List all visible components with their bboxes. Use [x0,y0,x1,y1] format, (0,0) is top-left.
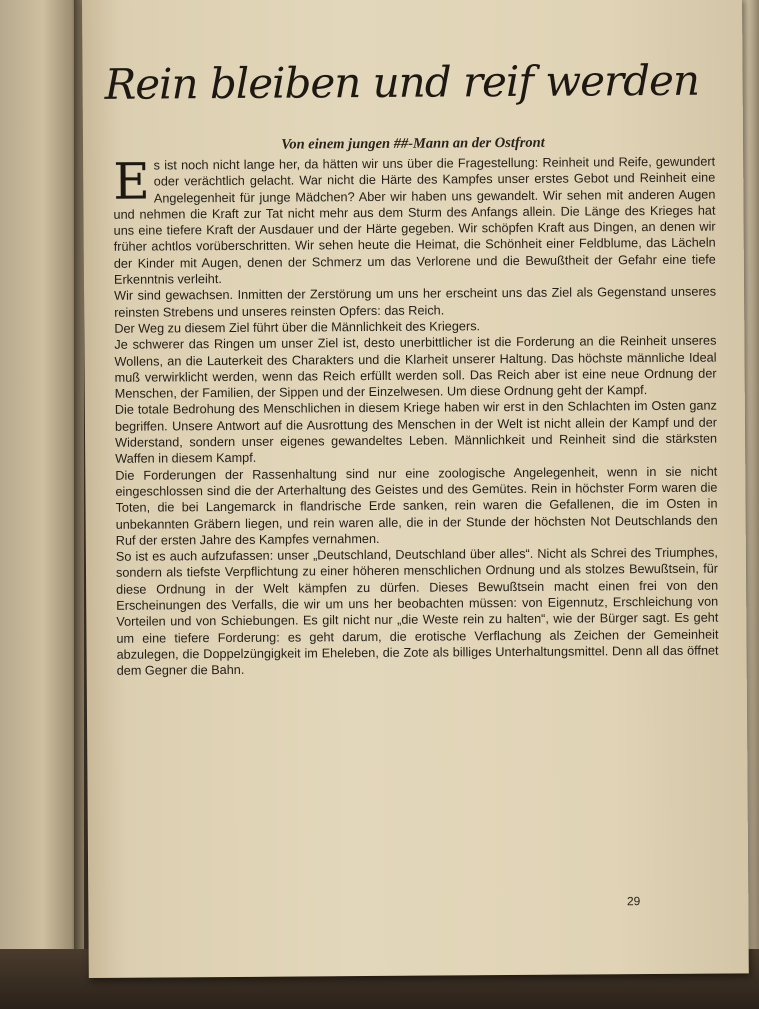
paragraph-7: So ist es auch aufzufassen: unser „Deutschland, Deutschland über alles“. Nicht als Schrei des Triumphes, sondern als tiefste Verpflichtung zu einer höheren menschlichen Ordnung und als stolzes Bewußtsein, für diese Ordnung in der Welt kämpfen zu dürfen. Dieses Bewußtsein macht einen frei von den Erscheinungen des Verfalls, die wir um uns her beobachten müssen: von Eigennutz, Erschleichung von Vorteilen und von Schiebungen. Es gilt nicht nur „die Weste rein zu halten“, wie der Bürger sagt. Es geht um eine tiefere Forderung: es geht darum, die erotische Verflachung als Zeichen der Gemeinheit abzulegen, die Doppelzüngigkeit im Eheleben, die Zote als billiges Unterhaltungsmittel. Denn all das öffnet dem Gegner die Bahn. [115,545,719,678]
paragraph-4: Je schwerer das Ringen um unser Ziel ist, desto unerbittlicher ist die Forderung an die Reinheit unseres Wollens, an die Lauterkeit des Charakters und die Klarheit unserer Haltung. Das höchste männliche Ideal muß verwirklicht werden, wenn das Reich erfüllt werden soll. Das Reich aber ist eine neue Ordnung der Menschen, der Familien, der Sippen und der Einzelwesen. Um diese Ordnung geht der Kampf. [114,333,717,401]
page-number: 29 [626,894,641,909]
article-title: Rein bleiben und reif werden [104,55,700,109]
paragraph-1 [113,154,716,289]
paragraph-2: Wir sind gewachsen. Inmitten der Zerstörung um uns her erscheint uns das Ziel als Gegenstand unseres reinsten Strebens und unseres reinsten Opfers: das Reich. [114,284,717,320]
paragraph-6: Die Forderungen der Rassenhaltung sind nur eine zoologische Angelegenheit, wenn in sie nicht eingeschlossen sind die der Arterhaltung des Geistes und des Gemütes. Rein in höchster Form waren die Toten, die bei Langemarck in flandrische Erde sanken, rein waren die Gefallenen, die im Osten in unbekannten Gräbern liegen, und rein waren alle, die in der Stunde der höchsten Not Deutschlands den Ruf der ersten Jahre des Kampfes vernahmen. [115,464,718,548]
paragraph-5: Die totale Bedrohung des Menschlichen in diesem Kriege haben wir erst in den Schlachten im Osten ganz begriffen. Unsere Antwort auf die Ausrottung des Menschen in der Welt ist nicht allein der Kampf und der Widerstand, sondern unser eigenes gewandeltes Leben. Männlichkeit und Reinheit sind die stärksten Waffen in diesem Kampf. [114,399,718,467]
facing-page-left [0,0,80,990]
paragraph-3: Der Weg zu diesem Ziel führt über die Männlichkeit des Kriegers. [114,319,481,336]
drop-cap: E [113,152,150,211]
book-page [82,0,749,978]
paragraph-1-text: s ist noch nicht lange her, da hätten wir uns über die Fragestellung: Reinheit und Reife, gewundert oder verächtlich gelacht. War nicht die Härte des Kampfes unser erstes Gebot und Reinheit eine Angelegenheit für junge Mädchen? Aber wir haben uns gewandelt. Wir sehen mit anderen Augen und nehmen die Kraft zur Tat nicht mehr aus dem Sturm des Anfangs allein. Die Länge des Krieges hat uns eine tiefere Kraft der Ausdauer und der Härte gegeben. Wir schöpfen Kraft aus Dingen, an denen wir früher achtlos vorüberschritten. Wir sehen heute die Heimat, die Schönheit einer Feldblume, das Lächeln der Kinder mit Augen, denen der Schmerz um das Verlorene und die Bewußtheit der Gefahr eine tiefe Erkenntnis verleiht. [113,154,716,287]
article-subtitle: Von einem jungen ##-Mann an der Ostfront [281,134,545,153]
article-body [113,154,719,680]
